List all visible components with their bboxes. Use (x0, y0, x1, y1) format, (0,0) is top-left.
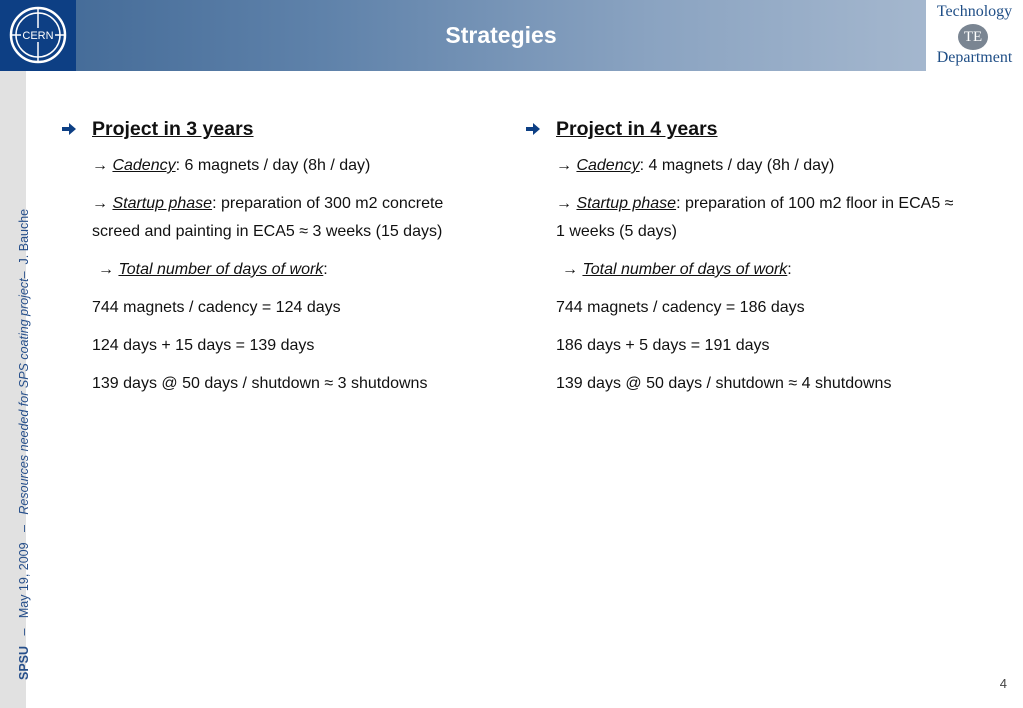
startup-line (60, 190, 490, 246)
cadency-label: Cadency (112, 157, 176, 174)
sidebar-subject: Resources needed for SPS coating project– (17, 271, 31, 515)
cadency-line (524, 152, 954, 180)
startup-text: : preparation of 100 m2 floor in ECA5 ≈ 1 weeks (5 days) (556, 195, 954, 240)
cern-logo-icon (0, 0, 76, 71)
cadency-label: Cadency (576, 157, 640, 174)
calc-line-2: 186 days + 5 days = 191 days (556, 337, 770, 354)
startup-line (524, 190, 954, 246)
te-logo-line1: Technology (936, 3, 1013, 20)
total-line (524, 256, 954, 284)
arrow-glyph: → (92, 195, 113, 212)
startup-label: Startup phase (576, 195, 677, 212)
startup-label: Startup phase (112, 195, 213, 212)
calc-line-1: 744 magnets / cadency = 186 days (556, 299, 805, 316)
heading-text: Project in 3 years (92, 118, 254, 140)
total-label: Total number of days of work (118, 261, 324, 278)
arrow-glyph: → (562, 261, 583, 278)
arrow-glyph: → (556, 157, 577, 174)
sidebar-sep: – (17, 525, 31, 532)
column-4-years (524, 116, 954, 408)
slide-title: Strategies (445, 22, 557, 48)
calc-line-3: 139 days @ 50 days / shutdown ≈ 4 shutdowns (556, 375, 892, 392)
arrow-glyph: → (556, 195, 577, 212)
total-label: Total number of days of work (582, 261, 788, 278)
arrow-glyph: → (98, 261, 119, 278)
cern-logo-text: CERN (22, 30, 54, 42)
sidebar-date: May 19, 2009 (17, 542, 31, 619)
arrow-right-icon (60, 120, 78, 138)
calc-line-2: 124 days + 15 days = 139 days (92, 337, 315, 354)
page-number: 4 (999, 676, 1007, 691)
heading-text: Project in 4 years (556, 118, 718, 140)
column-heading (60, 116, 490, 142)
te-logo-line2: Department (936, 49, 1013, 66)
te-department-logo (926, 0, 1023, 71)
cadency-text: : 4 magnets / day (8h / day) (639, 157, 835, 174)
te-logo-badge: TE (958, 24, 988, 50)
total-colon: : (323, 261, 328, 278)
sidebar-sep: – (17, 628, 31, 636)
column-3-years (60, 116, 490, 408)
arrow-glyph: → (92, 157, 113, 174)
arrow-right-icon (524, 120, 542, 138)
cadency-line (60, 152, 490, 180)
total-colon: : (787, 261, 792, 278)
cadency-text: : 6 magnets / day (8h / day) (175, 157, 371, 174)
startup-text: : preparation of 300 m2 concrete screed and painting in ECA5 ≈ 3 weeks (15 days) (92, 195, 444, 240)
total-line (60, 256, 490, 284)
slide-header (0, 0, 926, 71)
sidebar-org: SPSU (17, 645, 31, 680)
calc-line-3: 139 days @ 50 days / shutdown ≈ 3 shutdowns (92, 375, 428, 392)
sidebar-footer-text (17, 209, 31, 680)
calc-line-1: 744 magnets / cadency = 124 days (92, 299, 341, 316)
sidebar-author: J. Bauche (17, 208, 31, 265)
column-heading (524, 116, 954, 142)
